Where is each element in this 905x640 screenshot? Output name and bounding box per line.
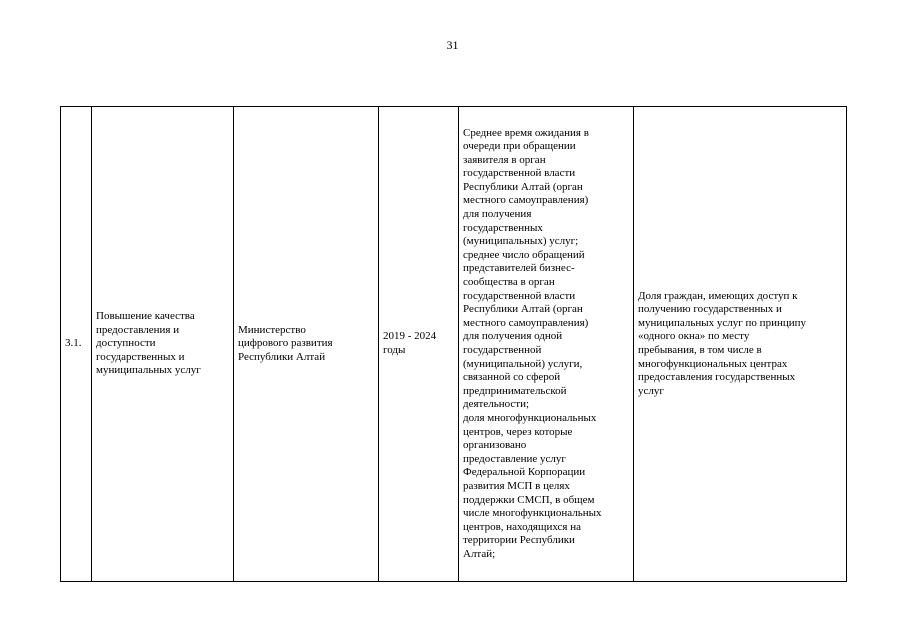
text-line: местного самоуправления) bbox=[463, 194, 589, 207]
task-cell bbox=[92, 107, 234, 582]
text-line: территории Республики bbox=[463, 534, 575, 547]
text-line: предоставления и bbox=[96, 323, 180, 336]
text-line: поддержки СМСП, в общем bbox=[463, 493, 595, 506]
text-line: муниципальных услуг по принципу bbox=[638, 316, 806, 329]
text-line: Республики Алтай bbox=[238, 350, 326, 363]
text-line: государственной власти bbox=[463, 289, 576, 302]
text-line: Доля граждан, имеющих доступ к bbox=[638, 289, 798, 302]
target-cell bbox=[634, 107, 847, 582]
text-line: среднее число обращений bbox=[463, 248, 585, 261]
text-line: «одного окна» по месту bbox=[638, 330, 750, 343]
target-text bbox=[638, 290, 842, 399]
task-text bbox=[96, 310, 229, 378]
period-text bbox=[383, 330, 454, 357]
text-line: заявителя в орган bbox=[463, 153, 546, 166]
text-line: Республики Алтай (орган bbox=[463, 303, 583, 316]
indicators-cell bbox=[459, 107, 634, 582]
indicators-text bbox=[463, 127, 629, 562]
text-line: предоставления государственных bbox=[638, 371, 796, 384]
text-line: центров, находящихся на bbox=[463, 520, 581, 533]
text-line: развития МСП в целях bbox=[463, 479, 570, 492]
text-line: очереди при обращении bbox=[463, 140, 576, 153]
text-line: деятельности; bbox=[463, 398, 530, 411]
text-line: представителей бизнес- bbox=[463, 262, 575, 275]
page-number: 31 bbox=[446, 38, 459, 52]
text-line: Алтай; bbox=[463, 547, 496, 560]
text-line: предоставление услуг bbox=[463, 452, 566, 465]
text-line: связанной со сферой bbox=[463, 371, 561, 384]
text-line: Повышение качества bbox=[96, 310, 195, 323]
text-line: Республики Алтай (орган bbox=[463, 180, 583, 193]
text-line: услуг bbox=[638, 384, 664, 397]
text-line: государственных и bbox=[96, 350, 185, 363]
text-line: доля многофункциональных bbox=[463, 411, 597, 424]
text-line: (муниципальных) услуг; bbox=[463, 235, 579, 248]
text-line: организовано bbox=[463, 439, 527, 452]
text-line: центров, через которые bbox=[463, 425, 573, 438]
text-line: государственной bbox=[463, 344, 542, 356]
text-line: многофункциональных центрах bbox=[638, 357, 788, 370]
text-line: сообщества в орган bbox=[463, 276, 555, 289]
text-line: пребывания, в том числе в bbox=[638, 344, 762, 356]
text-line: числе многофункциональных bbox=[463, 507, 602, 520]
period-cell bbox=[379, 107, 459, 582]
text-line: Министерство bbox=[238, 323, 306, 336]
text-line: доступности bbox=[96, 337, 156, 350]
text-line: Федеральной Корпорации bbox=[463, 466, 586, 479]
text-line: (муниципальной) услуги, bbox=[463, 357, 583, 370]
executor-cell bbox=[234, 107, 379, 582]
row-number-cell bbox=[61, 107, 92, 582]
text-line: для получения одной bbox=[463, 330, 563, 343]
row-number: 3.1. bbox=[65, 337, 82, 350]
program-table bbox=[60, 106, 847, 582]
text-line: государственных bbox=[463, 221, 543, 234]
text-line: для получения bbox=[463, 208, 532, 221]
table-row bbox=[61, 107, 847, 582]
text-line: государственной власти bbox=[463, 167, 576, 180]
executor-text bbox=[238, 324, 374, 365]
text-line: местного самоуправления) bbox=[463, 316, 589, 329]
text-line: цифрового развития bbox=[238, 337, 333, 350]
text-line: 2019 - 2024 bbox=[383, 330, 437, 343]
text-line: Среднее время ожидания в bbox=[463, 126, 589, 139]
text-line: предпринимательской bbox=[463, 384, 567, 397]
text-line: годы bbox=[383, 344, 406, 356]
text-line: муниципальных услуг bbox=[96, 364, 201, 377]
text-line: получению государственных и bbox=[638, 303, 782, 316]
